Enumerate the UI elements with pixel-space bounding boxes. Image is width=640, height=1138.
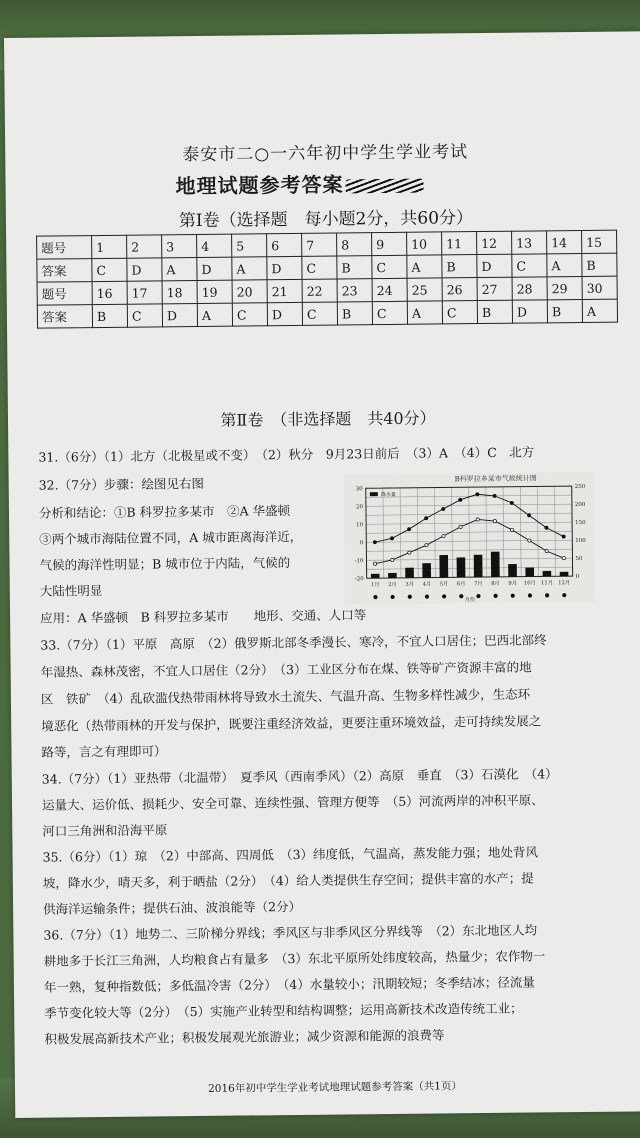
answer-sheet-paper — [4, 31, 640, 1118]
temp-tick-label: 30 — [355, 486, 363, 493]
month-label: 3月 — [405, 581, 414, 588]
month-dot — [545, 593, 549, 597]
precip-tick-label: 50 — [575, 555, 583, 563]
answer-36-line2: 耕地多于长江三角洲，人均粮食占有量多 （3）东北平原所处纬度较高，热量少；农作物一 — [43, 948, 546, 969]
table-cell: B — [477, 300, 512, 323]
table-cell: 14 — [547, 230, 582, 253]
table-cell: 27 — [477, 277, 512, 300]
precip-bar — [405, 568, 414, 578]
table-cell: 25 — [407, 278, 442, 301]
legend-label: 降水量 — [380, 491, 396, 499]
table-cell: A — [197, 303, 232, 326]
table-cell: 20 — [232, 280, 267, 303]
crossed-out-scribble — [345, 178, 423, 193]
precip-bar — [543, 571, 552, 576]
precip-bar — [474, 555, 483, 577]
precip-bar — [525, 567, 534, 576]
table-cell: 22 — [302, 279, 337, 302]
answer-36-line4: 季节变化较大等（2分） （5）实施产业转型和结构调整；运用高新技术改造传统工业； — [44, 1000, 523, 1021]
table-cell: A — [407, 301, 442, 324]
answer-table — [36, 230, 618, 329]
precip-bar — [371, 574, 380, 578]
temp-point — [528, 539, 531, 542]
x-axis-label: 月份 — [464, 597, 476, 604]
month-label: 7月 — [474, 581, 483, 588]
temp-point — [493, 519, 496, 522]
table-cell: 21 — [267, 279, 302, 302]
month-label: 11月 — [541, 580, 553, 587]
table-cell: 5 — [232, 234, 267, 257]
table-cell: 29 — [547, 276, 582, 299]
subtitle-text: 地理试题参考答案 — [175, 172, 344, 199]
temp-point — [373, 562, 376, 565]
table-cell: B — [547, 299, 582, 322]
answer-32-line5: 大陆性明显 — [39, 583, 103, 599]
temp-point — [459, 498, 462, 501]
table-cell: 12 — [477, 231, 512, 254]
month-dot — [408, 595, 412, 599]
table-cell: 2 — [127, 235, 162, 258]
table-cell: 8 — [337, 233, 372, 256]
answer-33-line4: 境恶化（热带雨林的开发与保护，既要注重经济效益，更要注重环境效益，走可持续发展之 — [41, 713, 542, 734]
table-cell: 23 — [337, 279, 372, 302]
temp-point — [545, 526, 548, 529]
table-cell: A — [162, 257, 197, 280]
table-cell: 7 — [302, 233, 337, 256]
answer-34-line1: 34.（7分）（1）亚热带（北温带） 夏季风（西南季风）（2）高原 垂直 （3）石漠化 （4） — [41, 766, 558, 787]
temp-point — [373, 541, 376, 544]
table-cell: 30 — [582, 276, 617, 299]
table-cell: C — [92, 258, 127, 281]
table-cell: C — [232, 303, 267, 326]
precip-bar — [457, 557, 466, 577]
precip-tick-label: 100 — [575, 537, 586, 545]
chart-title: B科罗拉多某市气候统计图 — [454, 474, 537, 484]
table-cell: D — [162, 303, 197, 326]
table-cell: 24 — [372, 278, 407, 301]
precip-bar — [388, 573, 397, 578]
temp-tick-label: -20 — [354, 576, 364, 583]
temp-point — [527, 514, 530, 517]
table-cell: 10 — [407, 232, 442, 255]
month-dot — [391, 595, 395, 599]
temp-point — [493, 494, 496, 497]
table-cell: 9 — [372, 232, 407, 255]
table-cell: D — [267, 302, 302, 325]
temp-point — [562, 535, 565, 538]
table-cell: C — [372, 301, 407, 324]
table-cell: 1 — [92, 235, 127, 258]
precip-bar — [439, 555, 448, 577]
table-cell: 3 — [162, 234, 197, 257]
temp-point — [408, 551, 411, 554]
temp-point — [545, 550, 548, 553]
table-cell: B — [92, 304, 127, 327]
temp-point — [442, 507, 445, 510]
temp-point — [425, 517, 428, 520]
row-label: 答案 — [37, 259, 92, 283]
table-cell: 6 — [267, 233, 302, 256]
month-dot — [528, 593, 532, 597]
answer-32-steps: 32.（7分）步骤：绘图见右图 — [38, 475, 205, 493]
answer-34-line3: 河口三角洲和沿海平原 — [42, 822, 168, 839]
answer-33-line2: 年湿热、森林茂密，不宜人口居住（2分） （3）工业区分布在煤、铁等矿产资源丰富的地 — [40, 659, 532, 680]
table-cell: 26 — [442, 278, 477, 301]
table-cell: D — [267, 256, 302, 279]
precip-bar — [560, 572, 569, 576]
table-cell: 16 — [92, 281, 127, 304]
precip-tick-label: 250 — [574, 483, 586, 491]
precip-bar — [491, 552, 500, 577]
month-label: 6月 — [456, 581, 466, 588]
table-cell: A — [582, 299, 617, 322]
table-cell: C — [372, 255, 407, 278]
table-cell: B — [442, 255, 477, 278]
precip-bar — [508, 564, 517, 577]
precip-bar — [422, 563, 431, 577]
month-dot — [442, 594, 446, 598]
temp-point — [390, 537, 393, 540]
row-label: 题号 — [37, 282, 92, 306]
month-label: 12月 — [558, 580, 571, 587]
answer-33-line3: 区 铁矿 （4）乱砍滥伐热带雨林将导致水土流失、气温升高、生物多样性减少，生态环 — [40, 686, 531, 707]
temp-point — [562, 557, 565, 560]
answer-35-line2: 坡，降水少，晴天多，利于晒盐（2分） （4）给人类提供生存空间；提供丰富的水产；提 — [42, 870, 534, 891]
answer-35-line3: 供海洋运输条件；提供石油、波浪能等（2分） — [43, 898, 302, 917]
temp-tick-label: 20 — [355, 504, 363, 511]
month-label: 4月 — [422, 581, 432, 588]
legend-swatch — [370, 492, 378, 496]
climate-chart — [344, 472, 595, 605]
table-cell: D — [512, 300, 547, 323]
answer-32-application: 应用：A 华盛顿 B 科罗拉多某市 地形、交通、人口等 — [39, 607, 367, 626]
month-label: 9月 — [508, 580, 517, 587]
month-label: 5月 — [439, 581, 449, 588]
temp-tick-label: -10 — [354, 558, 364, 565]
table-cell: C — [302, 256, 337, 279]
table-cell: 19 — [197, 280, 232, 303]
table-cell: D — [127, 258, 162, 281]
table-cell: C — [442, 301, 477, 324]
precip-tick-label: 150 — [575, 519, 586, 527]
month-dot — [511, 594, 515, 598]
month-dot — [493, 594, 497, 598]
temp-point — [407, 528, 410, 531]
answer-35-line1: 35.（6分）（1）琼 （2）中部高、四周低 （3）纬度低，气温高，蒸发能力强；地处背风 — [42, 844, 539, 865]
table-cell: B — [337, 302, 372, 325]
table-cell: 28 — [512, 277, 547, 300]
temp-point — [510, 501, 513, 504]
temp-point — [459, 525, 462, 528]
answer-36-line3: 年一熟，复种指数低；多低温冷害（2分） （4）水量较小；汛期较短；冬季结冰；径流量 — [43, 974, 535, 995]
table-cell: D — [197, 257, 232, 280]
page-footer: 2016年初中学生学业考试地理试题参考答案（共1页） — [208, 1080, 463, 1095]
month-label: 1月 — [371, 582, 380, 589]
table-cell: B — [582, 253, 617, 276]
exam-title: 泰安市二○一六年初中学生学业考试 — [182, 142, 469, 166]
temp-point — [510, 528, 513, 531]
month-label: 10月 — [523, 580, 536, 587]
temp-tick-label: 10 — [356, 522, 364, 529]
temp-point — [442, 534, 445, 537]
table-cell: 13 — [512, 231, 547, 254]
answer-33-line5: 路等，言之有理即可） — [41, 743, 167, 760]
temp-point — [391, 558, 394, 561]
answer-34-line2: 运量大、运价低、损耗少、安全可靠、连续性强、管理方便等 （5）河流两岸的冲积平原、 — [41, 792, 544, 813]
table-cell: 15 — [582, 230, 617, 253]
month-dot — [476, 594, 480, 598]
table-cell: A — [407, 255, 442, 278]
table-cell: C — [512, 254, 547, 277]
temp-point — [476, 518, 479, 521]
table-cell: B — [337, 256, 372, 279]
table-cell: 18 — [162, 280, 197, 303]
table-cell: A — [232, 257, 267, 280]
precip-tick-label: 0 — [575, 574, 580, 581]
table-cell: 11 — [442, 232, 477, 255]
table-cell: A — [547, 253, 582, 276]
answer-32-analysis: 分析和结论：①B 科罗拉多某市 ②A 华盛顿 — [38, 503, 291, 521]
month-dot — [425, 594, 429, 598]
table-cell: 17 — [127, 281, 162, 304]
table-cell: 4 — [197, 234, 232, 257]
table-cell: D — [477, 254, 512, 277]
answer-32-line4: 气候的海洋性明显；B 城市位于内陆，气候的 — [39, 555, 291, 573]
temp-tick-label: 0 — [359, 540, 364, 547]
precip-tick-label: 200 — [574, 501, 586, 509]
month-label: 8月 — [491, 580, 500, 587]
table-cell: C — [127, 304, 162, 327]
answer-31: 31.（6分）（1）北方（北极星或不变） （2）秋分 9月23日前后 （3）A （4）C 北方 — [38, 444, 535, 465]
climate-chart-container — [344, 472, 595, 605]
part2-heading: 第Ⅱ卷 （非选择题 共40分） — [220, 408, 436, 430]
answer-32-line3: ③两个城市海陆位置不同，A 城市距离海洋近， — [39, 528, 303, 547]
table-row — [37, 299, 617, 328]
document-subtitle — [175, 168, 423, 200]
part1-heading: 第Ⅰ卷（选择题 每小题2分，共60分） — [178, 208, 474, 232]
answer-36-line1: 36.（7分）（1）地势二、三阶梯分界线；季风区与非季风区分界线等 （2）东北地区人均 — [43, 922, 538, 943]
month-dot — [562, 593, 566, 597]
temp-point — [476, 493, 479, 496]
answer-33-line1: 33.（7分）（1）平原 高原 （2）俄罗斯北部冬季漫长、寒冷，不宜人口居住；巴西北部终 — [40, 632, 547, 653]
temp-point — [425, 544, 428, 547]
month-label: 2月 — [388, 581, 397, 589]
row-label: 题号 — [37, 236, 92, 260]
row-label: 答案 — [37, 305, 92, 329]
answer-36-line5: 积极发展高新技术产业；积极发展观光旅游业；减少资源和能源的浪费等 — [44, 1027, 445, 1047]
table-cell: C — [302, 302, 337, 325]
month-dot — [373, 595, 377, 599]
month-dot — [459, 594, 463, 598]
